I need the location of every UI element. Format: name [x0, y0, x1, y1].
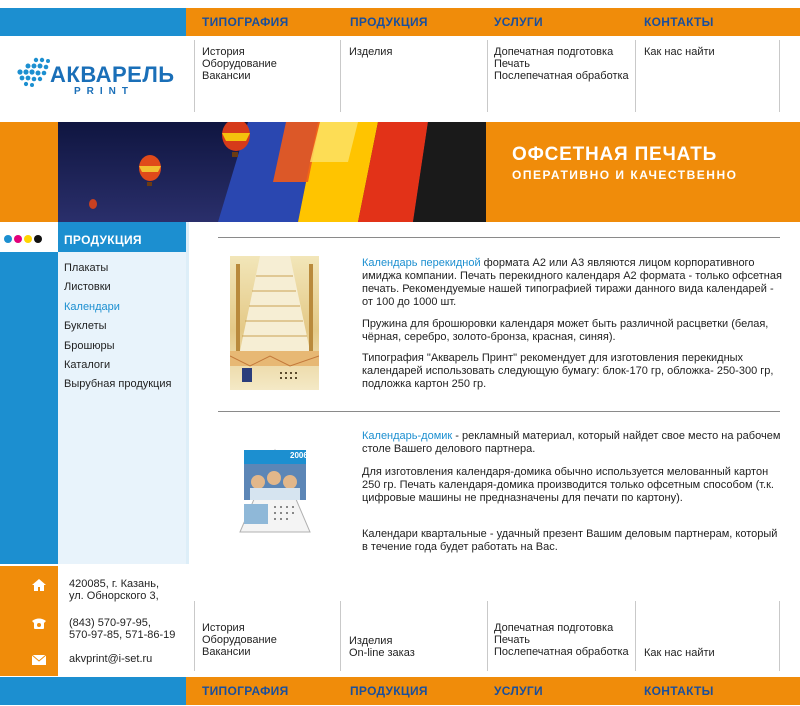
submenu-typography	[202, 46, 277, 82]
envelope-icon	[32, 654, 46, 666]
sidebar-item-brochures[interactable]: Брошюры	[64, 340, 115, 352]
submenu-item-find-us[interactable]: Как нас найти	[644, 46, 715, 58]
dot-yellow-icon	[24, 235, 32, 243]
divider	[487, 601, 488, 671]
divider	[340, 40, 341, 112]
nav-services[interactable]: УСЛУГИ	[494, 15, 543, 29]
flip-calendar-image	[230, 256, 319, 390]
footer-item-history[interactable]: История	[202, 622, 245, 634]
link-desk-calendar[interactable]: Календарь-домик	[362, 430, 453, 442]
divider	[487, 40, 488, 112]
staircase-image	[230, 256, 319, 390]
desk-calendar-year: 2006	[290, 451, 308, 460]
section1-text: формата А2 или А3 являются лицом корпоративного имиджа компании. Печать перекидного календаря А2 формата - только офсетная печать. Рекомендуемые нашей типографией тиражи данного вида календарей - от 100 до 1000 шт.	[362, 257, 782, 308]
logo[interactable]	[14, 56, 184, 106]
sidebar-item-calendars[interactable]: Календари	[64, 301, 120, 313]
submenu-item-history[interactable]: История	[202, 46, 245, 58]
sidebar-menu	[58, 252, 186, 564]
dot-magenta-icon	[14, 235, 22, 243]
footer-item-products[interactable]: Изделия	[349, 635, 393, 647]
footer-item-postpress[interactable]: Послепечатная обработка	[494, 646, 629, 658]
section2-text: - рекламный материал, который найдет свое место на рабочем столе Вашего делового партнера.	[362, 430, 781, 455]
phone-line1: (843) 570-97-95,	[69, 617, 151, 629]
footer-item-vacancies[interactable]: Вакансии	[202, 646, 251, 658]
footer-item-online-order[interactable]: On-line заказ	[349, 647, 415, 659]
cmyk-dots	[4, 234, 44, 246]
footer-nav-typography[interactable]: ТИПОГРАФИЯ	[202, 684, 289, 698]
desk-calendar-image	[230, 442, 320, 542]
footer-item-find-us[interactable]: Как нас найти	[644, 647, 715, 659]
section2-paragraph2: Для изготовления календаря-домика обычно используется мелованный картон 250 гр. Печать календаря-домика производится только офсетным способом (т.к. цифровые машины не предназначены для печати по картону).	[362, 466, 774, 504]
balloons-image	[58, 122, 486, 222]
address-line2: ул. Обнорского 3,	[69, 590, 159, 602]
divider	[340, 601, 341, 671]
bottom-nav-blue-strip	[0, 677, 186, 705]
address-line1: 420085, г. Казань,	[69, 578, 160, 590]
footer-submenu-services	[494, 622, 629, 658]
logo-name: АКВАРЕЛЬ	[50, 62, 175, 87]
nav-products[interactable]: ПРОДУКЦИЯ	[350, 15, 428, 29]
sidebar-item-booklets[interactable]: Буклеты	[64, 320, 107, 332]
sidebar-item-catalogs[interactable]: Каталоги	[64, 359, 111, 371]
divider	[218, 237, 780, 238]
divider	[218, 411, 780, 412]
divider	[779, 601, 780, 671]
sidebar-item-leaflets[interactable]: Листовки	[64, 281, 111, 293]
section2-paragraph1	[362, 430, 782, 456]
divider	[194, 40, 195, 112]
submenu-item-products[interactable]: Изделия	[349, 46, 393, 58]
address	[69, 578, 159, 602]
banner-subtitle: ОПЕРАТИВНО И КАЧЕСТВЕННО	[512, 168, 738, 182]
sidebar-heading-block	[58, 222, 186, 252]
submenu-products	[349, 46, 392, 58]
divider	[779, 40, 780, 112]
nav-contacts[interactable]: КОНТАКТЫ	[644, 15, 714, 29]
phone-line2: 570-97-85, 571-86-19	[69, 629, 176, 641]
section1-paragraph3: Типография "Акварель Принт" рекомендует для изготовления перекидных календарей использовать следующую бумагу: блок-170 гр, обложка- 250-300 гр, подложка картон 250 гр.	[362, 352, 774, 390]
link-flip-calendar[interactable]: Календарь перекидной	[362, 257, 481, 269]
nav-typography[interactable]: ТИПОГРАФИЯ	[202, 15, 289, 29]
footer-submenu-contacts	[644, 647, 715, 659]
submenu-item-prepress[interactable]: Допечатная подготовка	[494, 46, 614, 58]
top-nav	[186, 8, 800, 36]
phone-icon	[32, 618, 46, 630]
email[interactable]: akvprint@i-set.ru	[69, 653, 153, 665]
banner-right	[486, 122, 800, 222]
submenu-item-vacancies[interactable]: Вакансии	[202, 70, 251, 82]
footer-item-prepress[interactable]: Допечатная подготовка	[494, 622, 614, 634]
sidebar-left-strip	[0, 252, 58, 564]
phones	[69, 617, 175, 641]
footer-item-print[interactable]: Печать	[494, 634, 531, 646]
sidebar-edge	[186, 222, 189, 564]
banner-title: ОФСЕТНАЯ ПЕЧАТЬ	[512, 144, 718, 165]
footer-item-equipment[interactable]: Оборудование	[202, 634, 277, 646]
sidebar-heading: ПРОДУКЦИЯ	[64, 233, 142, 247]
dot-cyan-icon	[4, 235, 12, 243]
house-icon	[32, 579, 46, 591]
section2-paragraph3: Календари квартальные - удачный презент Вашим деловым партнерам, который в течение года будет работать на Вас.	[362, 528, 778, 553]
banner-left-strip	[0, 122, 58, 222]
sidebar-item-die-cut[interactable]: Вырубная продукция	[64, 378, 172, 390]
section1-paragraph1	[362, 257, 782, 309]
sidebar-item-posters[interactable]: Плакаты	[64, 262, 109, 274]
logo-subtitle: PRINT	[74, 86, 134, 97]
submenu-services	[494, 46, 629, 82]
submenu-item-postpress[interactable]: Послепечатная обработка	[494, 70, 629, 82]
bottom-nav	[186, 677, 800, 705]
footer-submenu-typography	[202, 622, 277, 658]
submenu-item-print[interactable]: Печать	[494, 58, 531, 70]
section1-paragraph2: Пружина для брошюровки календаря может быть различной расцветки (белая, чёрная, серебро, золото-бронза, красная, синяя).	[362, 318, 769, 343]
footer-nav-services[interactable]: УСЛУГИ	[494, 684, 543, 698]
submenu-item-equipment[interactable]: Оборудование	[202, 58, 277, 70]
footer-nav-products[interactable]: ПРОДУКЦИЯ	[350, 684, 428, 698]
footer-submenu-products	[349, 635, 415, 659]
banner-photo	[58, 122, 486, 222]
divider	[635, 601, 636, 671]
footer-nav-contacts[interactable]: КОНТАКТЫ	[644, 684, 714, 698]
top-nav-blue-strip	[0, 8, 186, 36]
logo-dots-icon	[14, 56, 54, 106]
dot-black-icon	[34, 235, 42, 243]
divider	[194, 601, 195, 671]
divider	[635, 40, 636, 112]
submenu-contacts	[644, 46, 715, 58]
